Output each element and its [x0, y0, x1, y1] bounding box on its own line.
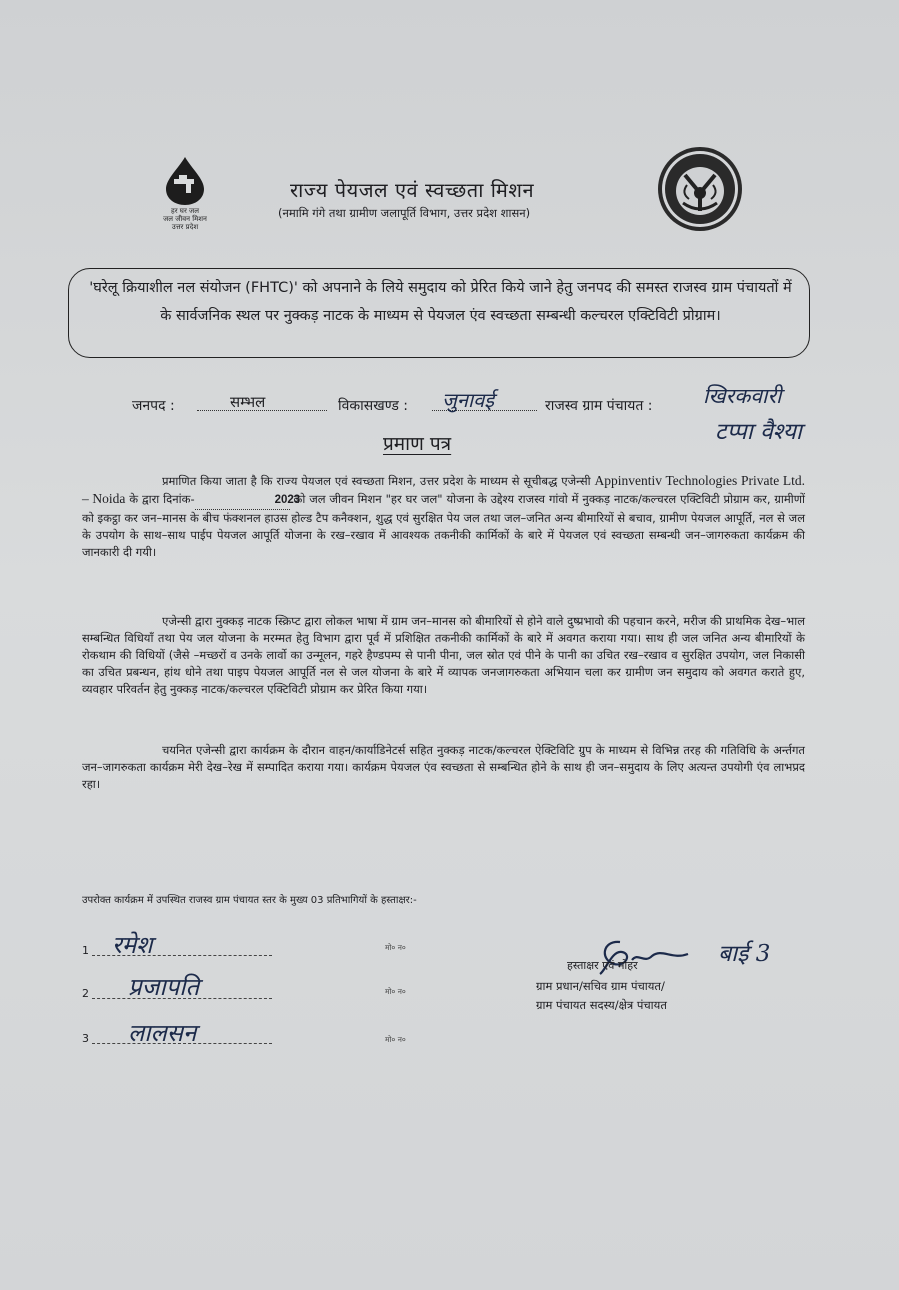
district-value: सम्भल: [230, 393, 266, 411]
mission-subtitle: (नमामि गंगे तथा ग्रामीण जलापूर्ति विभाग, उत्तर प्रदेश शासन): [278, 206, 531, 220]
mobile-label-1: मो० न०: [385, 943, 406, 952]
paragraph-1-text-b: के द्वारा दिनांक-: [129, 492, 195, 506]
event-date: 2023: [195, 492, 290, 510]
stamp-label: हस्ताक्षर एवं मोहर: [567, 959, 638, 972]
official-designation: [536, 977, 667, 1015]
certificate-title: प्रमाण पत्र: [383, 433, 452, 455]
participant-signature-2: प्रजापति: [128, 973, 200, 1001]
paragraph-2: एजेन्सी द्वारा नुक्कड़ नाटक स्क्रिप्ट द्वारा लोकल भाषा में ग्राम जन–मानस को बीमारियों से होने वाले दुष्प्रभावो की पहचान करने, मरीज की प्राथमिक देख–भाल सम्बन्धित विधियाँ तथा पेय जल योजना के मरम्मत हेतु विभाग द्वारा पूर्व में प्रशिक्षित तकनीकी कार्मिकों के बारे में अवगत कराया गया। साथ ही जल जनित अन्य बीमारियों के रोकथाम की विधियों (जैसे –मच्छरों व उनके लार्वो का उन्मूलन, गहरे हैण्डपम्प से पानी पीना, जल स्रोत एवं पीने के पानी का उचित रख–रखाव व सुरक्षित उपयोग, जल निकासी का उचित प्रबन्धन, हांथ धोने तथा पाइप पेयजल आपूर्ति नल से जल योजना के बारे में व्यापक जनजागरुकता अभियान चला कर ग्रामीण जन समुदाय को अवगत कराते हुए, व्यवहार परिवर्तन हेतु नुक्कड़ नाटक/कल्चरल एक्टिविटी प्रोग्राम कर प्रेरित किया गया।: [82, 614, 805, 696]
logo-text-line-1: हर घर जल: [171, 207, 199, 215]
paragraph-1: [82, 472, 805, 561]
mobile-label-3: मो० न०: [385, 1035, 406, 1044]
logo-text-line-2: जल जीवन मिशन: [163, 215, 207, 223]
panchayat-handwritten-value-2: टप्पा वैश्या: [715, 419, 802, 445]
uttar-pradesh-government-seal-icon: [655, 145, 745, 233]
block-handwritten-value: जुनावई: [442, 388, 495, 412]
participant-signature-1: रमेश: [112, 931, 153, 959]
water-drop-tap-icon: [162, 155, 208, 207]
up-government-seal: [655, 145, 745, 237]
har-ghar-jal-logo: [150, 155, 220, 231]
participants-intro: उपरोक्त कार्यक्रम में उपस्थित राजस्व ग्राम पंचायत स्तर के मुख्य 03 प्रतिभागियों के हस्ताक्षर:-: [82, 895, 417, 906]
district-label: जनपद :: [132, 398, 175, 414]
mission-title: राज्य पेयजल एवं स्वच्छता मिशन: [290, 178, 535, 202]
paragraph-3: चयनित एजेन्सी द्वारा कार्यक्रम के दौरान वाहन/कार्याडिनेटर्स सहित नुक्कड़ नाटक/कल्चरल ऐक्टिविटि ग्रुप के माध्यम से विभिन्न तरह की गतिविधि के अर्न्तगत जन–जागरुकता कार्यक्रम मेरी देख–रेख में सम्पादित कराया गया। कार्यक्रम पेयजल एंव स्वच्छता से सम्बन्धित होने के साथ ही जन–समुदाय के लिए अत्यन्त उपयोगी एंव लाभप्रद रहा।: [82, 743, 805, 791]
mobile-label-2: मो० न०: [385, 987, 406, 996]
logo-text-line-3: उत्तर प्रदेश: [171, 223, 199, 231]
participant-row-2: [82, 987, 89, 1000]
block-label: विकासखण्ड :: [338, 398, 409, 414]
participant-number: 3: [82, 1032, 89, 1045]
designation-line-2: ग्राम पंचायत सदस्य/क्षेत्र पंचायत: [536, 998, 667, 1012]
official-signature-text: बाई 3: [718, 941, 771, 967]
participant-row-3: [82, 1032, 89, 1045]
paragraph-1-text-c: को जल जीवन मिशन "हर घर जल" योजना के उद्देश्य राजस्व गांवो में नुक्कड़ नाटक/कल्चरल एक्टिविटी प्रोग्राम कर, ग्रामीणों को इकट्ठा कर जन–मानस के बीच फंक्शनल हाउस होल्ड टैप कनैक्शन, शुद्ध एवं सुरक्षित पेय जल तथा जल–जनित अन्य बीमारियों से बचाव, ग्रामीण पेयजल आपूर्ति, नल से जल के उपयोग के साथ–साथ पाईप पेयजल आपूर्ति योजना के रख–रखाव में आवश्यक तकनीकी कार्मिकों के बारे में पेयजल एवं स्वच्छता सम्बन्धी जन–जागरुकता कार्यक्रम की जानकारी दी गयी।: [82, 492, 806, 559]
participant-number: 1: [82, 944, 89, 957]
agency-name: Appinventiv Technologies Private Ltd. – Noida: [82, 473, 805, 506]
participant-number: 2: [82, 987, 89, 1000]
participant-row-1: [82, 944, 89, 957]
panchayat-handwritten-value: खिरकवारी: [703, 384, 782, 408]
designation-line-1: ग्राम प्रधान/सचिव ग्राम पंचायत/: [536, 979, 665, 993]
participant-signature-3: लालसन: [128, 1019, 197, 1047]
paragraph-1-text-a: प्रमाणित किया जाता है कि राज्य पेयजल एवं स्वच्छता मिशन, उत्तर प्रदेश के माध्यम से सूचीबद्ध एजेन्सी: [162, 474, 591, 488]
program-title-text: 'घरेलू क्रियाशील नल संयोजन (FHTC)' को अपनाने के लिये समुदाय को प्रेरित किये जाने हेतु जनपद की समस्त राजस्व ग्राम पंचायतों में के सार्वजनिक स्थल पर नुक्कड़ नाटक के माध्यम से पेयजल एंव स्वच्छता सम्बन्धी कल्चरल एक्टिविटी प्रोग्राम।: [89, 280, 792, 324]
panchayat-label: राजस्व ग्राम पंचायत :: [545, 398, 653, 414]
